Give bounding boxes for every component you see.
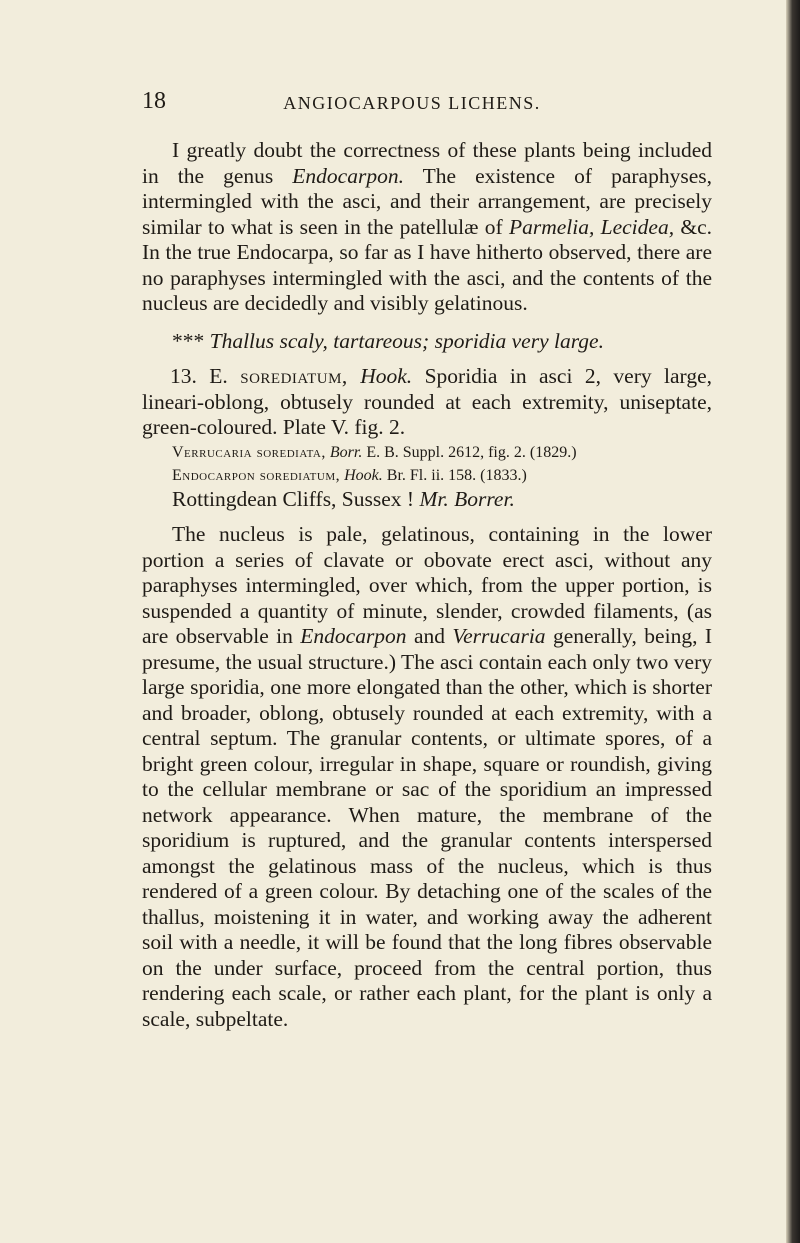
section-heading-text: Thallus scaly, tartareous; sporidia very large. — [209, 328, 604, 353]
page-header — [112, 88, 712, 118]
running-title: ANGIOCARPOUS LICHENS. — [283, 93, 541, 113]
synonym-authority: Hook. — [344, 466, 383, 484]
species-number: 13. E. — [170, 364, 228, 388]
species-description: Sporidia in asci 2, very large, lineari-oblong, obtusely rounded at each extremity, uniseptate, green-coloured. Plate V. fig. 2. — [142, 364, 712, 439]
species-entry — [142, 364, 712, 441]
locality-place: Rottingdean Cliffs, Sussex ! — [172, 486, 420, 511]
genus-endocarpon-italic: Endocarpon. — [292, 163, 404, 188]
genus-verrucaria-italic: Verrucaria — [452, 624, 546, 648]
locality-line — [142, 487, 712, 513]
genera-parmelia-lecidea-italic: Parmelia, Lecidea, — [508, 214, 675, 239]
paragraph-description-text-b: and — [406, 624, 453, 648]
page-number: 18 — [142, 88, 166, 114]
species-name: sorediatum, — [240, 364, 348, 388]
paragraph-description — [142, 522, 712, 1032]
synonym-entry — [142, 464, 712, 487]
page-body — [142, 138, 712, 1032]
page-edge-shadow — [786, 0, 800, 1243]
synonym-name: Endocarpon sorediatum, — [172, 466, 341, 484]
paragraph-intro — [142, 138, 712, 317]
locality-collector: Mr. Borrer. — [419, 486, 515, 511]
synonym-authority: Borr. — [329, 443, 363, 461]
paragraph-intro-text-a: I greatly doubt the correctness of these plants being included in the genus — [142, 138, 712, 188]
paragraph-intro-text-b: The existence of paraphyses, intermingled with the asci, and their arrangement, are precisely similar to what is seen in the patellulæ of — [142, 163, 712, 239]
synonym-name: Verrucaria sorediata, — [172, 443, 326, 461]
genus-endocarpon-italic: Endocarpon — [300, 624, 407, 648]
synonym-entry — [142, 441, 712, 464]
section-heading — [142, 329, 712, 355]
paragraph-description-text-a: The nucleus is pale, gelatinous, containing in the lower portion a series of clavate or obovate erect asci, without any paraphyses intermingled, over which, from the upper portion, is suspended a quantity of minute, slender, crowded filaments, (as are observable in — [142, 522, 712, 648]
synonym-reference: E. B. Suppl. 2612, fig. 2. (1829.) — [362, 443, 577, 461]
paragraph-description-text-c: generally, being, I presume, the usual structure.) The asci contain each only two very large sporidia, one more elongated than the other, which is shorter and broader, oblong, obtusely rounded at each extremity, with a central septum. The granular contents, or ultimate spores, of a bright green colour, irregular in shape, square or roundish, giving to the cellular membrane or sac of the sporidium an impressed network appearance. When mature, the membrane of the sporidium is ruptured, and the granular contents interspersed amongst the gelatinous mass of the nucleus, which is thus rendered of a green colour. By detaching one of the scales of the thallus, moistening it in water, and working away the adherent soil with a needle, it will be found that the long fibres observable on the under surface, proceed from the central portion, thus rendering each scale, or rather each plant, for the plant is only a scale, subpeltate. — [142, 624, 712, 1031]
species-authority: Hook. — [360, 364, 413, 388]
paragraph-intro-text-c: &c. In the true Endocarpa, so far as I have hitherto observed, there are no paraphyses intermingled with the asci, and the contents of the nucleus are decidedly and visibly gelatinous. — [142, 214, 712, 315]
synonym-reference: Br. Fl. ii. 158. (1833.) — [382, 466, 527, 484]
section-marker: *** — [172, 328, 205, 353]
